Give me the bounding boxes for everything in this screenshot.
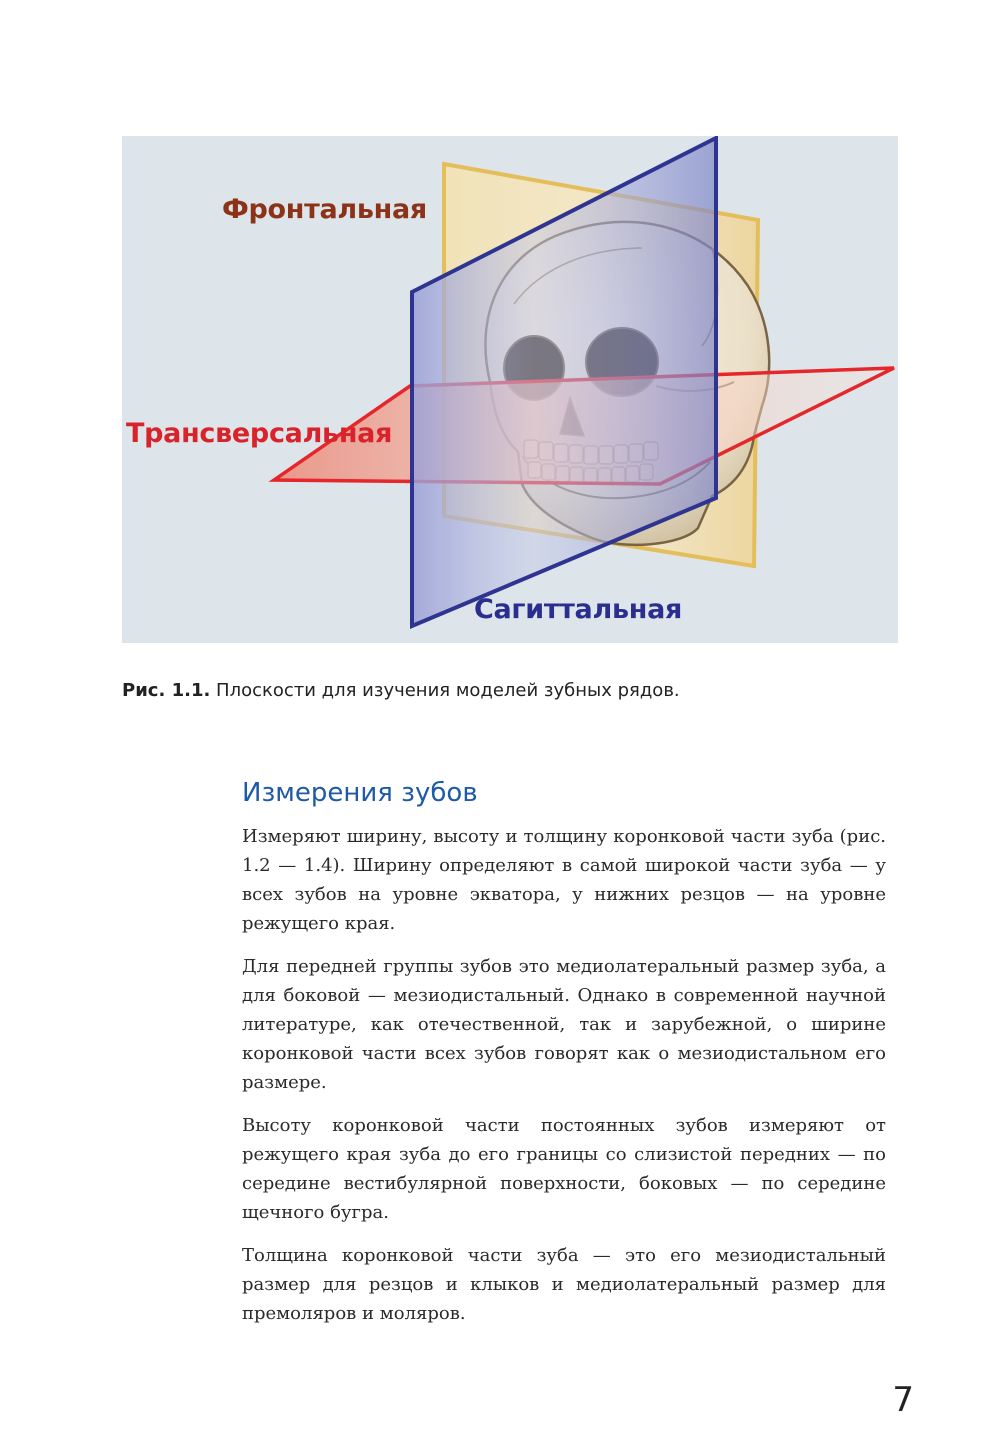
figure-number: Рис. 1.1. (122, 680, 211, 701)
transverse-plane-label: Трансверсальная (126, 418, 393, 449)
section-title: Измерения зубов (242, 778, 478, 808)
frontal-plane-label: Фронтальная (222, 194, 427, 225)
anatomical-planes-figure (122, 136, 898, 643)
paragraph: Высоту коронковой части постоянных зубов измеряют от режущего края зуба до его границы со слизистой передних — по середине вестибулярной поверхности, боковых — по середине щечного бугра. (242, 1115, 886, 1223)
paragraph: Толщина коронковой части зуба — это его мезиодистальный размер для резцов и клыков и медиолатеральный размер для премоляров и моляров. (242, 1245, 886, 1324)
page-number: 7 (892, 1380, 914, 1420)
section-body (242, 822, 886, 1342)
paragraph: Для передней группы зубов это медиолатеральный размер зуба, а для боковой — мезиодистальный. Однако в современной научной литературе, как отечественной, так и зарубежной, о ширине коронковой части всех зубов говорят как о мезиодистальном его размере. (242, 956, 886, 1093)
paragraph: Измеряют ширину, высоту и толщину коронковой части зуба (рис. 1.2 — 1.4). Ширину определяют в самой широкой части зуба — у всех зубов на уровне экватора, у нижних резцов — на уровне режущего края. (242, 826, 886, 934)
figure-caption (122, 680, 680, 701)
sagittal-plane-label: Сагиттальная (474, 594, 683, 625)
figure-caption-text: Плоскости для изучения моделей зубных рядов. (210, 680, 680, 701)
